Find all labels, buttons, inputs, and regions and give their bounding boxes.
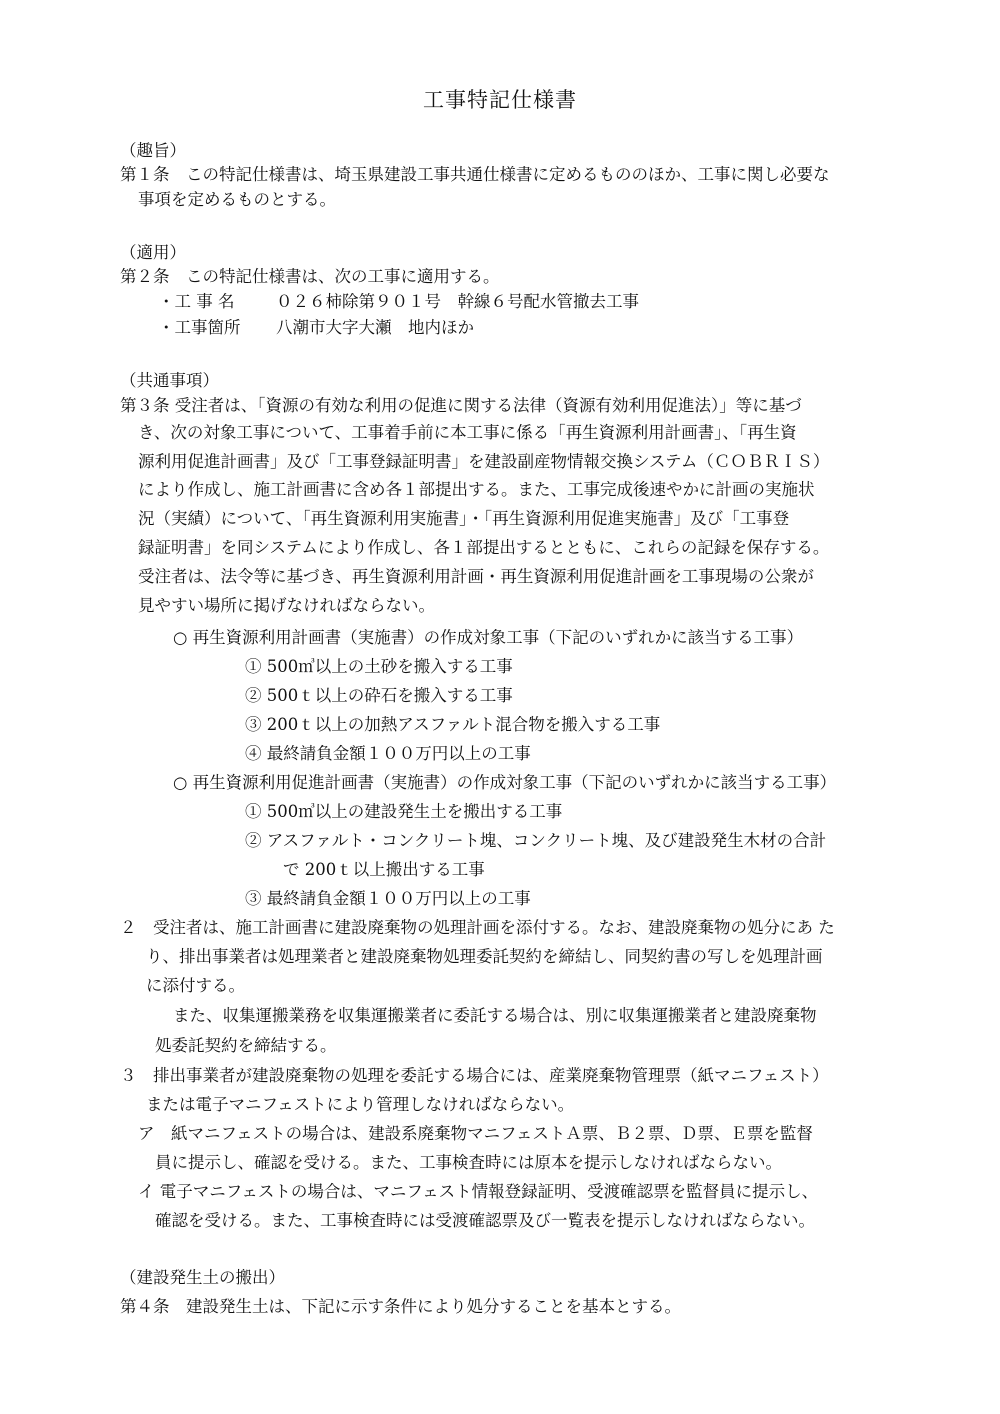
work-location-row (158, 316, 474, 340)
section-heading-application: （適用） (120, 243, 186, 262)
article-1-line-1: 第１条 この特記仕様書は、埼玉県建設工事共通仕様書に定めるもののほか、工事に関し必要な (120, 165, 830, 184)
section-heading-soil-removal: （建設発生土の搬出） (120, 1268, 285, 1287)
target-works-1-item-1: ① 500㎥以上の土砂を搬入する工事 (245, 657, 513, 676)
section-heading-common: （共通事項） (120, 371, 219, 390)
work-location-value: 八潮市大字大瀬 地内ほか (276, 318, 474, 337)
work-location-label: ・工事箇所 (158, 318, 241, 337)
target-works-2-item-1: ① 500㎥以上の建設発生土を搬出する工事 (245, 802, 563, 821)
target-works-2-item-2: ② アスファルト・コンクリート塊、コンクリート塊、及び建設発生木材の合計 (245, 831, 827, 850)
target-works-heading-2: ○ 再生資源利用促進計画書（実施書）の作成対象工事（下記のいずれかに該当する工事） (173, 773, 837, 792)
clause-2-line-1: ２ 受注者は、施工計画書に建設廃棄物の処理計画を添付する。なお、建設廃棄物の処分にあ た (120, 918, 835, 937)
work-name-value: ０２６柿除第９０１号 幹線６号配水管撤去工事 (276, 292, 639, 311)
article-1-line-2: 事項を定めるものとする。 (138, 190, 336, 209)
work-name-row (158, 290, 639, 314)
article-4-line: 第４条 建設発生土は、下記に示す条件により処分することを基本とする。 (120, 1297, 681, 1316)
target-works-1-item-3: ③ 200ｔ以上の加熱アスファルト混合物を搬入する工事 (245, 715, 661, 734)
clause-3-line-1: ３ 排出事業者が建設廃棄物の処理を委託する場合には、産業廃棄物管理票（紙マニフェスト） (120, 1066, 829, 1085)
clause-2-line-5: 処委託契約を締結する。 (155, 1036, 337, 1055)
clause-2-line-3: に添付する。 (146, 976, 245, 995)
target-works-2-item-3: ③ 最終請負金額１００万円以上の工事 (245, 889, 531, 908)
article-3-line-8: 見やすい場所に掲げなければならない。 (138, 596, 435, 615)
article-3-line-1: 第３条 受注者は、「資源の有効な利用の促進に関する法律（資源有効利用促進法）」等に基づ (120, 396, 802, 415)
article-3-line-7: 受注者は、法令等に基づき、再生資源利用計画・再生資源利用促進計画を工事現場の公衆が (138, 567, 814, 586)
page-title: 工事特記仕様書 (423, 88, 577, 112)
clause-2-line-4: また、収集運搬業務を収集運搬業者に委託する場合は、別に収集運搬業者と建設廃棄物 (173, 1006, 817, 1025)
clause-3-b-line-1: イ 電子マニフェストの場合は、マニフェスト情報登録証明、受渡確認票を監督員に提示し、 (138, 1182, 819, 1201)
target-works-heading-1: ○ 再生資源利用計画書（実施書）の作成対象工事（下記のいずれかに該当する工事） (173, 628, 804, 647)
work-name-label: ・工 事 名 (158, 292, 235, 311)
article-3-line-4: により作成し、施工計画書に含め各１部提出する。また、工事完成後速やかに計画の実施状 (138, 480, 815, 499)
clause-3-a-line-2: 員に提示し、確認を受ける。また、工事検査時には原本を提示しなければならない。 (155, 1153, 782, 1172)
article-3-line-6: 録証明書」を同システムにより作成し、各１部提出するとともに、これらの記録を保存する。 (138, 538, 830, 557)
clause-2-line-2: り、排出事業者は処理業者と建設廃棄物処理委託契約を締結し、同契約書の写しを処理計画 (146, 947, 823, 966)
article-3-line-2: き、次の対象工事について、工事着手前に本工事に係る「再生資源利用計画書」、「再生資 (138, 423, 797, 442)
article-3-line-3: 源利用促進計画書」及び「工事登録証明書」を建設副産物情報交換システム（ＣＯＢＲＩＳ） (138, 452, 830, 471)
section-heading-purpose: （趣旨） (120, 141, 186, 160)
clause-3-line-2: または電子マニフェストにより管理しなければならない。 (146, 1095, 575, 1114)
target-works-1-item-4: ④ 最終請負金額１００万円以上の工事 (245, 744, 531, 763)
article-3-line-5: 況（実績）について、「再生資源利用実施書」・「再生資源利用促進実施書」及び「工事登 (138, 509, 790, 528)
clause-3-a-line-1: ア 紙マニフェストの場合は、建設系廃棄物マニフェストＡ票、Ｂ２票、Ｄ票、Ｅ票を監督 (138, 1124, 813, 1143)
clause-3-b-line-2: 確認を受ける。また、工事検査時には受渡確認票及び一覧表を提示しなければならない。 (155, 1211, 815, 1230)
target-works-1-item-2: ② 500ｔ以上の砕石を搬入する工事 (245, 686, 513, 705)
article-2-line: 第２条 この特記仕様書は、次の工事に適用する。 (120, 267, 500, 286)
target-works-2-item-2-cont: で 200ｔ以上搬出する工事 (283, 860, 485, 879)
